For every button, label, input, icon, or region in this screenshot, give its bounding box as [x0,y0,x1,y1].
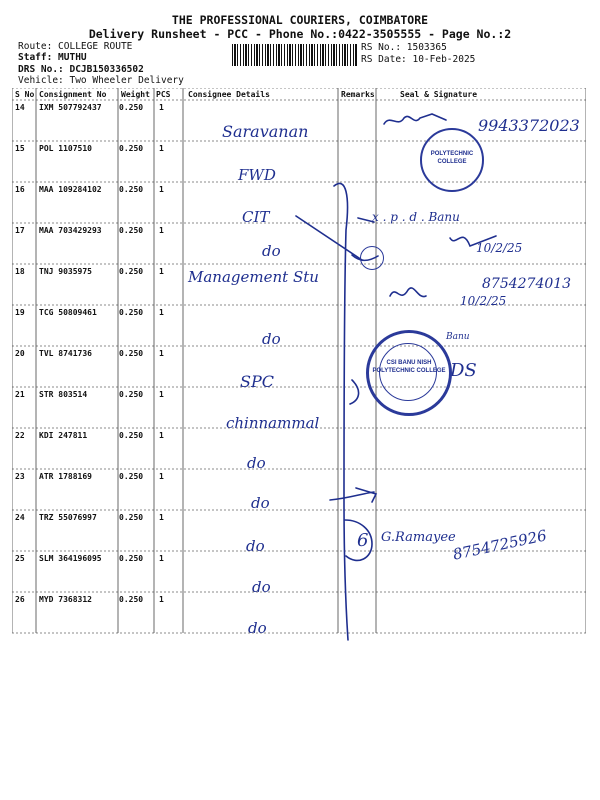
college-seal [366,330,452,416]
col-header-seal: Seal & Signature [400,90,478,99]
handwritten-consignee: Management Stu [188,268,319,286]
cell-pcs: 1 [159,103,164,112]
cell-weight: 0.250 [119,185,144,194]
col-header-remarks: Remarks [341,90,375,99]
cell-consignment: MYD 7368312 [39,595,92,604]
cell-weight: 0.250 [119,472,144,481]
col-header-sno: S No [15,90,35,99]
cell-consignment: STR 803514 [39,390,88,399]
handwritten-consignee: do [246,537,265,555]
handwritten-consignee: do [252,578,271,596]
col-header-consignee: Consignee Details [188,90,270,99]
page-title: THE PROFESSIONAL COURIERS, COIMBATORE [171,13,429,27]
small-stamp [360,246,384,270]
cell-weight: 0.250 [119,595,144,604]
cell-weight: 0.250 [119,144,144,153]
college-stamp [420,128,484,192]
staff-label: Staff: MUTHU [18,52,87,63]
vehicle-label: Vehicle: Two Wheeler Delivery [18,75,184,86]
handwritten-phone: 9943372023 [478,116,580,135]
cell-pcs: 1 [159,185,164,194]
cell-consignment: ATR 1788169 [39,472,92,481]
cell-weight: 0.250 [119,308,144,317]
cell-sno: 17 [15,226,25,235]
cell-pcs: 1 [159,144,164,153]
cell-pcs: 1 [159,431,164,440]
cell-sno: 23 [15,472,25,481]
cell-weight: 0.250 [119,103,144,112]
handwritten-consignee: do [248,619,267,637]
seal-text: CSI BANU NISH POLYTECHNIC COLLEGE [372,360,446,374]
handwritten-consignee: do [262,242,281,260]
handwritten-consignee: do [251,494,270,512]
handwritten-consignee: do [247,454,266,472]
drs-label: DRS No.: DCJB150336502 [18,64,144,75]
rs-number: RS No.: 1503365 [361,42,447,53]
cell-sno: 19 [15,308,25,317]
cell-consignment: MAA 703429293 [39,226,102,235]
cell-weight: 0.250 [119,226,144,235]
cell-consignment: POL 1107510 [39,144,92,153]
cell-pcs: 1 [159,267,164,276]
cell-pcs: 1 [159,349,164,358]
handwritten-signature: G.Ramayee [381,530,456,545]
cell-consignment: SLM 364196095 [39,554,102,563]
stamp-text: POLYTECHNIC COLLEGE [430,151,474,165]
cell-consignment: TRZ 55076997 [39,513,97,522]
handwritten-remark: x . p . d . Banu [372,210,460,224]
cell-weight: 0.250 [119,267,144,276]
cell-sno: 25 [15,554,25,563]
cell-weight: 0.250 [119,554,144,563]
handwritten-date: 10/2/25 [476,241,523,255]
page-subtitle: Delivery Runsheet - PCC - Phone No.:0422-3505555 - Page No.:2 [88,27,512,41]
cell-consignment: TCG 50809461 [39,308,97,317]
cell-pcs: 1 [159,226,164,235]
cell-sno: 20 [15,349,25,358]
route-label: Route: COLLEGE ROUTE [18,41,133,52]
cell-pcs: 1 [159,308,164,317]
handwritten-signature: DS [450,360,477,381]
handwritten-consignee: Saravanan [222,122,309,141]
cell-sno: 14 [15,103,25,112]
handwritten-phone: 8754725926 [451,526,549,564]
handwritten-phone: 8754274013 [482,276,572,292]
cell-sno: 16 [15,185,25,194]
handwritten-consignee: chinnammal [226,414,320,432]
cell-weight: 0.250 [119,390,144,399]
handwritten-consignee: do [262,330,281,348]
cell-sno: 18 [15,267,25,276]
cell-weight: 0.250 [119,513,144,522]
col-header-pcs: PCS [156,90,171,99]
col-header-weight: Weight [121,90,150,99]
cell-sno: 24 [15,513,25,522]
handwritten-remark: Banu [446,332,470,342]
cell-sno: 15 [15,144,25,153]
col-header-consignment: Consignment No [39,90,107,99]
cell-pcs: 1 [159,513,164,522]
cell-consignment: IXM 507792437 [39,103,102,112]
cell-weight: 0.250 [119,349,144,358]
handwritten-consignee: CIT [242,208,270,226]
handwritten-date: 10/2/25 [460,294,507,308]
cell-sno: 21 [15,390,25,399]
cell-sno: 22 [15,431,25,440]
cell-consignment: TVL 8741736 [39,349,92,358]
cell-pcs: 1 [159,595,164,604]
cell-consignment: KDI 247811 [39,431,88,440]
cell-pcs: 1 [159,390,164,399]
handwritten-consignee: FWD [238,166,276,184]
handwritten-consignee: SPC [240,372,274,391]
cell-weight: 0.250 [119,431,144,440]
rs-date: RS Date: 10-Feb-2025 [361,54,476,65]
cell-sno: 26 [15,595,25,604]
cell-consignment: MAA 109284102 [39,185,102,194]
cell-pcs: 1 [159,554,164,563]
cell-consignment: TNJ 9035975 [39,267,92,276]
handwritten-remark: 6 [357,530,369,551]
cell-pcs: 1 [159,472,164,481]
